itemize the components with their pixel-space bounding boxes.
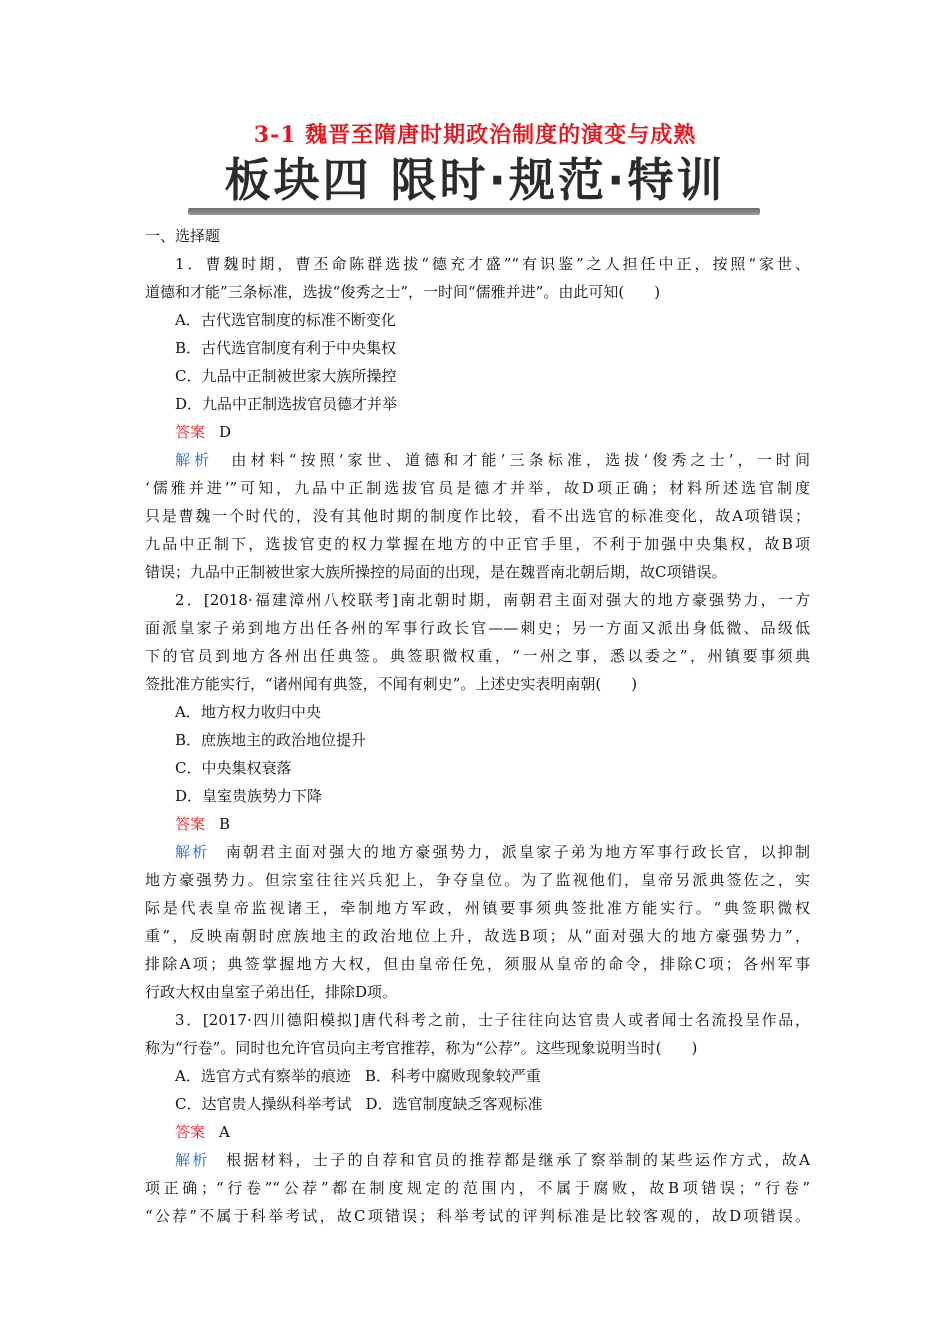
q2-analysis-line-3: 际是代表皇帝监视诸王，牵制地方军政，州镇要事须典签批准方能实行。“典签职微权 [145,899,810,917]
q3-stem-line-1: 3．[2017·四川德阳模拟]唐代科考之前，士子往往向达官贵人或者闻士名流投呈作品， [175,1011,810,1029]
q3-option-d: D．选官制度缺乏客观标准 [365,1095,543,1113]
q1-stem-line-1: 1．曹魏时期，曹丕命陈群选拔“德充才盛”“有识鉴”之人担任中正，按照“家世、 [175,255,810,273]
q1-answer [145,418,810,446]
q1-option-d: D．九品中正制选拔官员德才并举 [175,395,398,413]
q3-options-row-1 [145,1062,810,1090]
q3-option-c: C．达官贵人操纵科举考试 [175,1095,352,1113]
q3-answer [145,1118,810,1146]
q1-answer-value: D [219,423,232,441]
q1-stem-line-2: 道德和才能”三条标准，选拔“俊秀之士”，一时间“儒雅并进”。由此可知( ) [145,283,661,301]
q2-analysis-line-6: 行政大权由皇室子弟出任，排除D项。 [145,983,398,1001]
document-title: 3-1 魏晋至隋唐时期政治制度的演变与成熟 [253,122,697,148]
q2-answer-value: B [219,815,231,833]
q2-answer [145,810,810,838]
q1-analysis-line-4: 九品中正制下，选拔官吏的权力掌握在地方的中正官手里，不利于加强中央集权，故B项 [145,535,810,553]
q1-analysis-line-3: 只是曹魏一个时代的，没有其他时期的制度作比较，看不出选官的标准变化，故A项错误； [145,507,810,525]
q3-stem-line-2: 称为“行卷”。同时也允许官员向主考官推荐，称为“公荐”。这些现象说明当时( ) [145,1039,698,1057]
q1-analysis-line-1: 解析 由材料“按照‘家世、道德和才能’三条标准，选拔‘俊秀之士’，一时间 [175,451,810,469]
q3-analysis-line-3: “公荐”不属于科举考试，故C项错误；科举考试的评判标准是比较客观的，故D项错误。 [145,1207,810,1225]
analysis-label: 解析 [175,843,210,861]
q2-stem-line-2: 面派皇家子弟到地方出任各州的军事行政长官——刺史；另一方面又派出身低微、品级低 [145,619,810,637]
q2-option-d: D．皇室贵族势力下降 [175,787,323,805]
q1-analysis-line-2: ‘儒雅并进’”可知，九品中正制选拔官员是德才并举，故D项正确；材料所述选官制度 [145,479,810,497]
q3-analysis-line-2: 项正确；“行卷”“公荐”都在制度规定的范围内，不属于腐败，故B项错误；“行卷” [145,1179,810,1197]
q3-answer-value: A [219,1123,230,1141]
analysis-label: 解析 [175,451,214,469]
q2-option-c: C．中央集权衰落 [175,759,292,777]
q3-option-b: B．科考中腐败现象较严重 [364,1067,541,1085]
q1-option-a: A．古代选官制度的标准不断变化 [175,311,396,329]
q2-analysis-line-1: 解析 南朝君主面对强大的地方豪强势力，派皇家子弟为地方军事行政长官，以抑制 [175,843,810,861]
q2-analysis-line-5: 排除A项；典签掌握地方大权，但由皇帝任免，须服从皇帝的命令，排除C项；各州军事 [145,955,810,973]
question-content [145,222,810,1230]
section-heading: 一、选择题 [145,227,221,245]
q3-option-a: A．选官方式有察举的痕迹 [175,1067,351,1085]
section-banner: 板块四 限时·规范·特训 [224,153,726,207]
q1-option-b: B．古代选官制度有利于中央集权 [175,339,397,357]
q1-option-c: C．九品中正制被世家大族所操控 [175,367,397,385]
q3-options-row-2 [145,1090,810,1118]
answer-label: 答案 [175,1123,206,1141]
q2-stem-line-3: 下的官员到地方各州出任典签。典签职微权重，“一州之事，悉以委之”，州镇要事须典 [145,647,810,665]
answer-label: 答案 [175,815,206,833]
q2-stem-line-1: 2．[2018·福建漳州八校联考]南北朝时期，南朝君主面对强大的地方豪强势力，一方 [175,591,810,609]
q3-analysis-line-1: 解析 根据材料，士子的自荐和官员的推荐都是继承了察举制的某些运作方式，故A [175,1151,810,1169]
q2-option-a: A．地方权力收归中央 [175,703,321,721]
q1-analysis-line-5: 错误；九品中正制被世家大族所操控的局面的出现，是在魏晋南北朝后期，故C项错误。 [145,563,727,581]
banner-underline [188,208,760,215]
q2-option-b: B．庶族地主的政治地位提升 [175,731,367,749]
q2-analysis-line-2: 地方豪强势力。但宗室往往兴兵犯上，争夺皇位。为了监视他们，皇帝另派典签佐之，实 [145,871,810,889]
answer-label: 答案 [175,423,206,441]
q2-analysis-line-4: 重”，反映南朝时庶族地主的政治地位上升，故选B项；从“面对强大的地方豪强势力”， [145,927,810,945]
analysis-label: 解析 [175,1151,210,1169]
q2-stem-line-4: 签批准方能实行，“诸州闻有典签，不闻有刺史”。上述史实表明南朝( ) [145,675,638,693]
